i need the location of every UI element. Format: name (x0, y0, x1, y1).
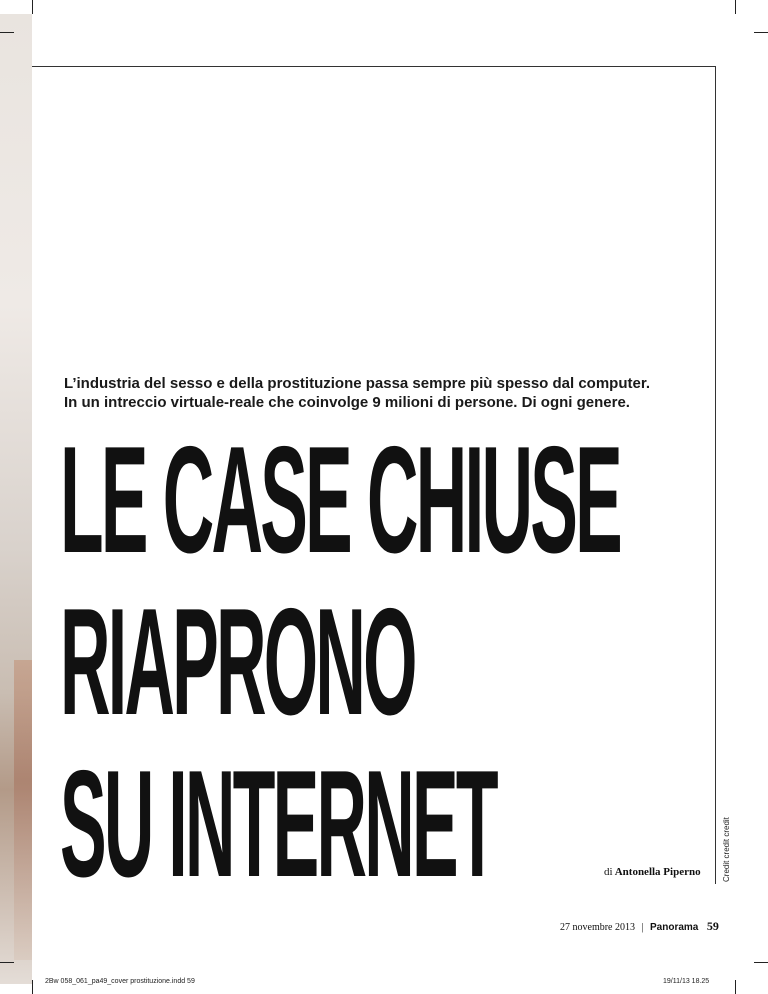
dek (64, 374, 684, 412)
folio-magazine: Panorama (650, 922, 699, 933)
byline (604, 866, 701, 878)
frame-right-rule (715, 66, 716, 884)
cover-photo-detail (14, 660, 32, 960)
dek-line-1: L’industria del sesso e della prostituzione passa sempre più spesso dal computer. (64, 375, 651, 392)
byline-author: Antonella Piperno (614, 866, 701, 878)
crop-mark-top-left-h (0, 32, 14, 33)
slug-filename: 2Bw 058_061_pa49_cover prostituzione.indd 59 (45, 978, 195, 985)
page-number: 59 (706, 919, 719, 933)
crop-mark-top-right-h (754, 32, 768, 33)
folio-date: 27 novembre 2013 (560, 922, 635, 933)
dek-line-2: In un intreccio virtuale-reale che coinvolge 9 milioni di persone. Di ogni genere. (64, 394, 630, 411)
headline-line-2: RIAPRONO (60, 577, 415, 747)
crop-mark-bottom-right-v (735, 980, 736, 994)
crop-mark-bottom-left-h (0, 962, 14, 963)
crop-mark-bottom-left-v (32, 980, 33, 994)
byline-prefix: di (604, 866, 613, 878)
crop-mark-bottom-right-h (754, 962, 768, 963)
photo-credit: Credit credit credit (722, 817, 731, 882)
slug-timestamp: 19/11/13 18.25 (663, 978, 710, 985)
folio-separator: | (641, 922, 644, 933)
crop-mark-top-right-v (735, 0, 736, 14)
frame-top-rule (32, 66, 716, 67)
crop-mark-top-left-v (32, 0, 33, 14)
headline-line-3: SU INTERNET (60, 739, 496, 909)
headline-line-1: LE CASE CHIUSE (60, 415, 620, 585)
folio (560, 919, 719, 934)
